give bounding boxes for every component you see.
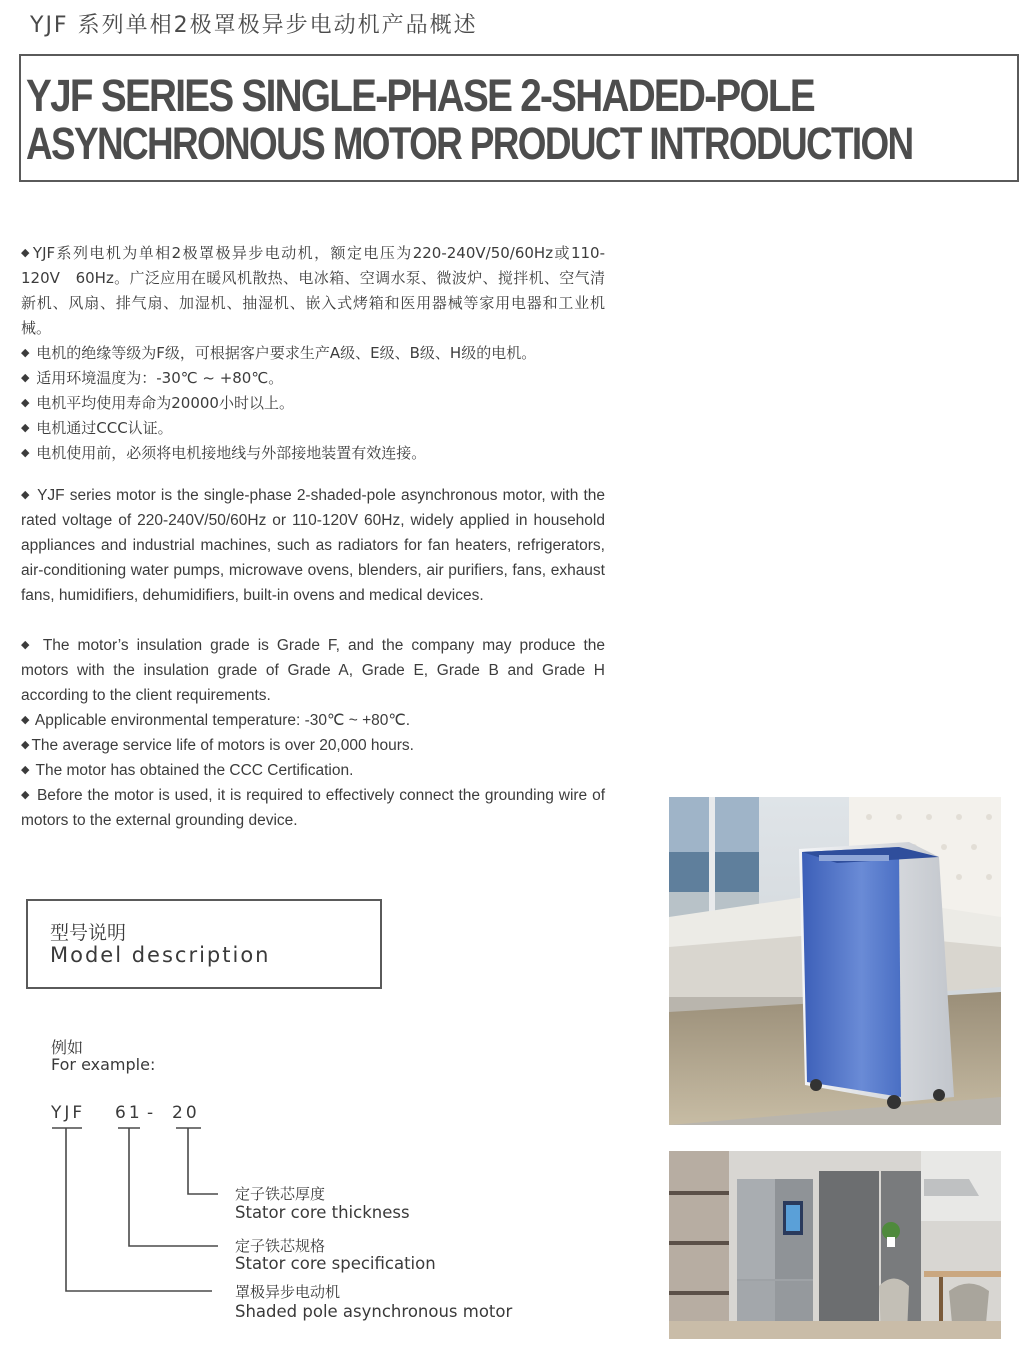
model-title-en: Model description xyxy=(50,943,271,967)
zh-point-5: ◆ 电机通过CCC认证。 xyxy=(21,419,173,437)
zh-point-6: ◆ 电机使用前，必须将电机接地线与外部接地装置有效连接。 xyxy=(21,444,427,462)
bullet-icon: ◆ xyxy=(21,764,30,776)
header-subtitle-zh: YJF 系列单相2极罩极异步电动机产品概述 xyxy=(30,13,478,38)
leader-series xyxy=(66,1128,212,1291)
bullet-icon: ◆ xyxy=(21,421,30,434)
bullet-icon: ◆ xyxy=(21,714,30,726)
bullet-icon: ◆ xyxy=(21,489,31,501)
leader-thickness xyxy=(188,1128,218,1194)
en-point-2: ◆ The motor’s insulation grade is Grade F, and the company may produce the motors with the insulation grade of Grade A, Grade E, Grade B and Grade H according to the client requirements. xyxy=(21,637,605,704)
label-spec-en: Stator core specification xyxy=(235,1254,436,1273)
example-label-zh: 例如 xyxy=(51,1038,84,1057)
label-series-zh: 罩极异步电动机 xyxy=(235,1283,341,1301)
title-line-2: ASYNCHRONOUS MOTOR PRODUCT INTRODUCTION xyxy=(26,118,913,169)
code-series: YJF xyxy=(51,1103,86,1123)
bullet-icon: ◆ xyxy=(21,789,31,801)
bullet-icon: ◆ xyxy=(21,246,31,259)
bullet-icon: ◆ xyxy=(21,346,30,359)
code-spec: 61 xyxy=(115,1103,143,1123)
title-line-1: YJF SERIES SINGLE-PHASE 2-SHADED-POLE xyxy=(26,70,814,121)
en-point-1: ◆ YJF series motor is the single-phase 2-shaded-pole asynchronous motor, with the rated voltage of 220-240V/50/60Hz or 110-120V 60Hz, widely applied in household appliances and industrial machines, such as radiators for fan heaters, refrigerators, air-conditioning water pumps, microwave ovens, blenders, air purifiers, fans, exhaust fans, humidifiers, dehumidifiers, built-in ovens and medical devices. xyxy=(21,487,605,604)
bullet-icon: ◆ xyxy=(21,396,30,409)
zh-point-2: ◆ 电机的绝缘等级为F级，可根据客户要求生产A级、E级、B级、H级的电机。 xyxy=(21,344,537,362)
en-point-5: ◆ The motor has obtained the CCC Certification. xyxy=(21,762,354,779)
en-point-6: ◆ Before the motor is used, it is required to effectively connect the grounding wire of motors to the external grounding device. xyxy=(21,787,605,829)
en-point-3: ◆ Applicable environmental temperature: -30℃ ~ +80℃. xyxy=(21,712,411,729)
label-spec-zh: 定子铁芯规格 xyxy=(235,1237,326,1255)
en-point-4: ◆ The average service life of motors is over 20,000 hours. xyxy=(21,737,414,754)
label-series-en: Shaded pole asynchronous motor xyxy=(235,1302,513,1321)
code-thickness: 20 xyxy=(172,1103,200,1123)
zh-point-1: ◆ YJF系列电机为单相2极罩极异步电动机，额定电压为220-240V/50/60Hz或110-120V 60Hz。广泛应用在暖风机散热、电冰箱、空调水泵、微波炉、搅拌机、空气清新机、风扇、排气扇、加湿机、抽湿机、嵌入式烤箱和医用器械等家用电器和工业机械。 xyxy=(21,244,606,337)
label-thickness-en: Stator core thickness xyxy=(235,1203,410,1222)
refrigerator-photo xyxy=(669,1151,1001,1339)
model-title-zh: 型号说明 xyxy=(50,922,127,944)
bullet-icon: ◆ xyxy=(21,446,30,459)
code-dash: - xyxy=(147,1103,157,1123)
example-label-en: For example: xyxy=(51,1055,156,1074)
zh-point-4: ◆ 电机平均使用寿命为20000小时以上。 xyxy=(21,394,294,412)
bullet-icon: ◆ xyxy=(21,639,34,651)
bullet-icon: ◆ xyxy=(21,371,30,384)
zh-point-3: ◆ 适用环境温度为：-30℃ ~ +80℃。 xyxy=(21,369,284,387)
bullet-icon: ◆ xyxy=(21,739,30,751)
label-thickness-zh: 定子铁芯厚度 xyxy=(235,1185,326,1203)
dehumidifier-photo xyxy=(669,797,1001,1125)
leader-spec xyxy=(129,1128,218,1246)
